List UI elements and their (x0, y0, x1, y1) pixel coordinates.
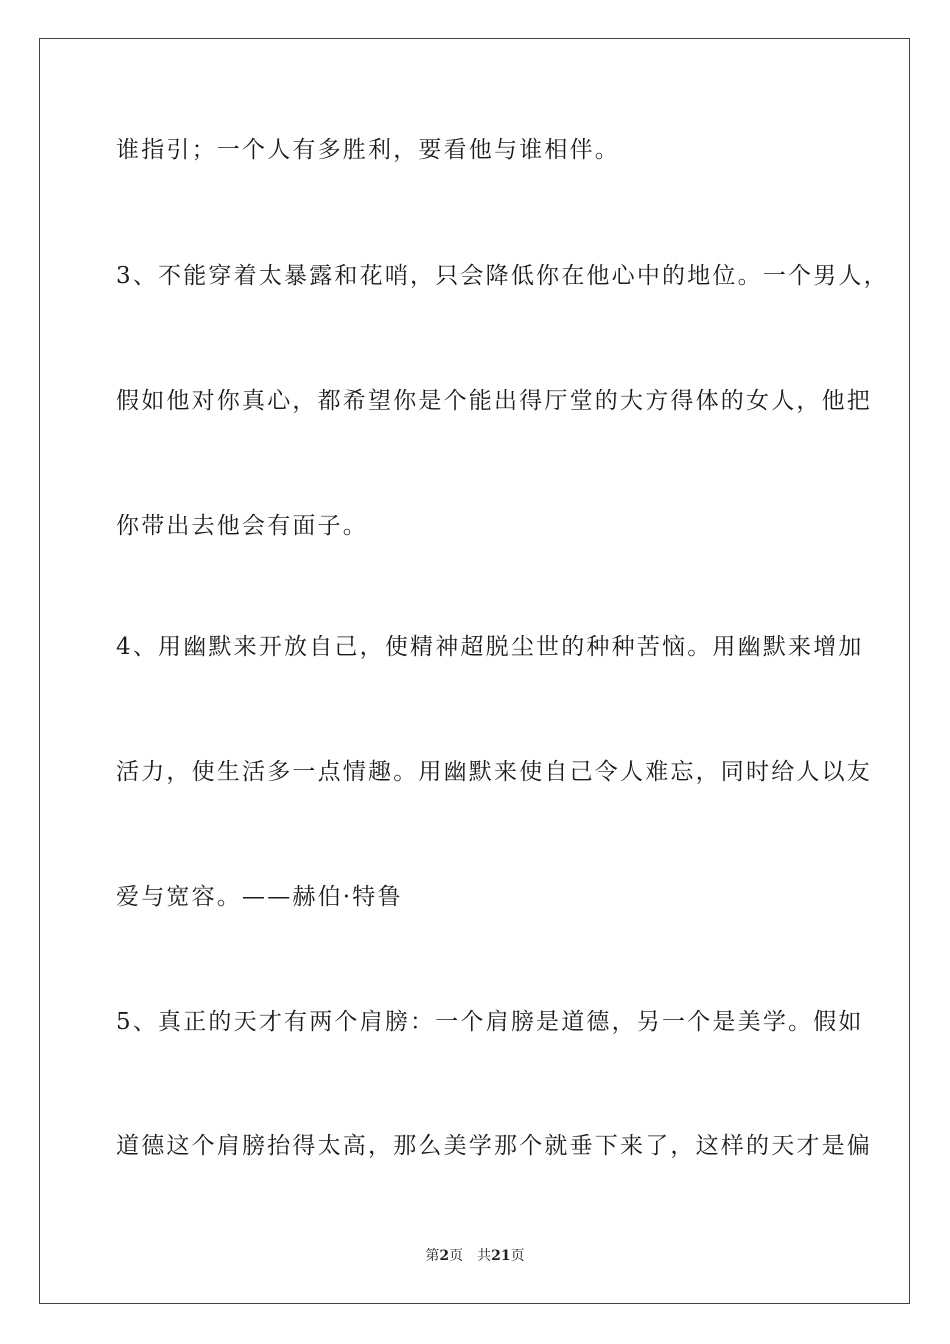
page-prefix: 第 (425, 1248, 440, 1264)
total-pages: 21 (491, 1248, 511, 1264)
text-line: 假如他对你真心，都希望你是个能出得厅堂的大方得体的女人，他把 (116, 388, 872, 414)
total-suffix: 页 (510, 1248, 525, 1264)
page-suffix: 页 (449, 1248, 464, 1264)
text-line: 爱与宽容。——赫伯·特鲁 (116, 884, 403, 910)
page-frame (39, 38, 910, 1304)
text-line: 活力，使生活多一点情趣。用幽默来使自己令人难忘，同时给人以友 (116, 759, 872, 785)
text-line: 5、真正的天才有两个肩膀：一个肩膀是道德，另一个是美学。假如 (116, 1009, 864, 1035)
total-prefix: 共 (477, 1248, 492, 1264)
text-line: 4、用幽默来开放自己，使精神超脱尘世的种种苦恼。用幽默来增加 (116, 634, 864, 660)
page-number: 2 (439, 1248, 450, 1264)
page-footer (0, 1247, 950, 1265)
text-line: 你带出去他会有面子。 (116, 513, 368, 539)
text-line: 谁指引；一个人有多胜利，要看他与谁相伴。 (116, 137, 620, 163)
text-line: 道德这个肩膀抬得太高，那么美学那个就垂下来了，这样的天才是偏 (116, 1133, 872, 1159)
text-line: 3、不能穿着太暴露和花哨，只会降低你在他心中的地位。一个男人， (116, 263, 889, 289)
